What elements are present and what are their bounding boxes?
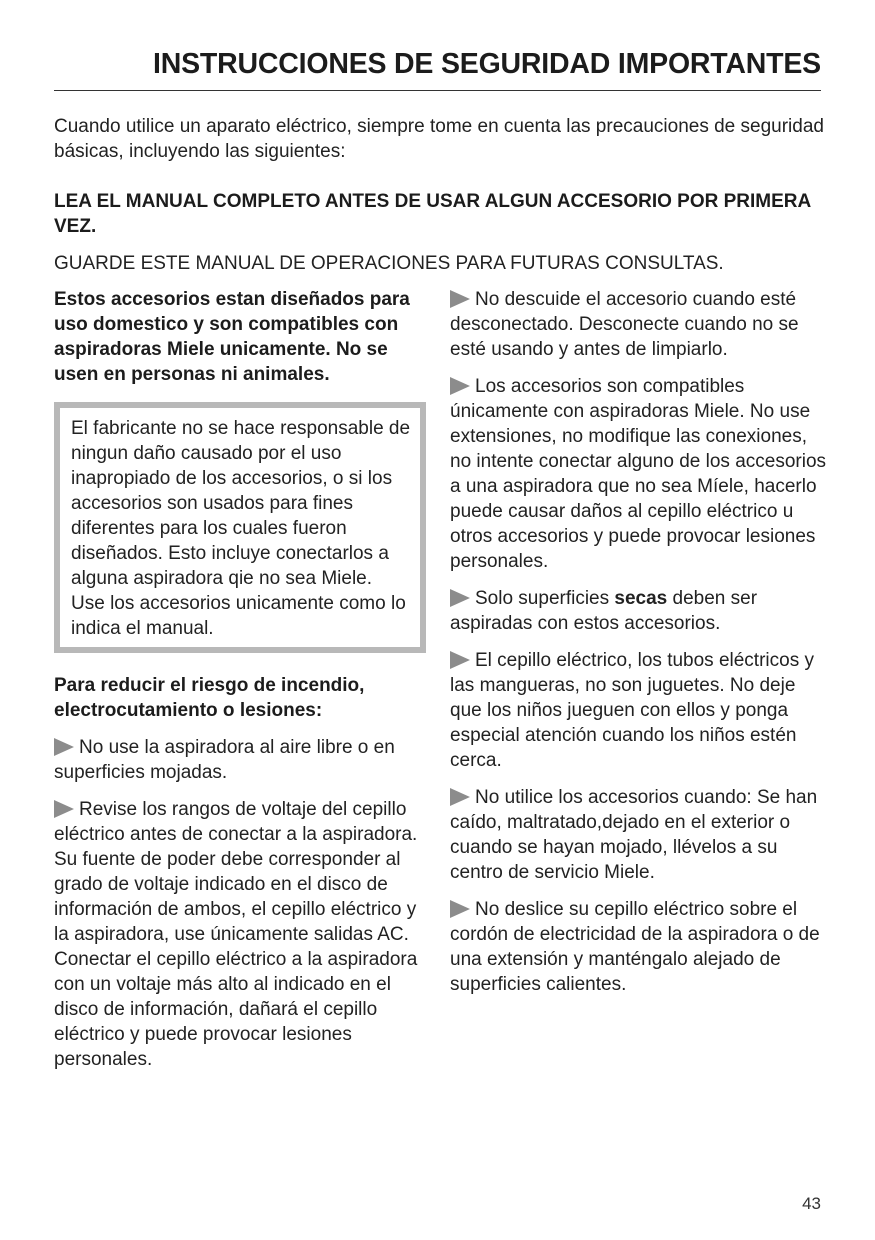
arrow-bullet-icon: [450, 377, 470, 395]
safety-bullet-text: El cepillo eléctrico, los tubos eléctricos y las mangueras, no son juguetes. No deje que los niños jueguen con ellos y ponga especial atención cuando los niños estén cerca.: [450, 650, 814, 771]
arrow-bullet-icon: [450, 589, 470, 607]
safety-bullet: [450, 586, 832, 636]
safety-bullet-text: No utilice los accesorios cuando: Se han caído, maltratado,dejado en el exterior o cuando se hayan mojado, llévelos a su centro de servicio Miele.: [450, 787, 818, 883]
dry-surfaces-emphasis: secas: [614, 588, 668, 609]
arrow-bullet-icon: [450, 651, 470, 669]
page-title: INSTRUCCIONES DE SEGURIDAD IMPORTANTES: [153, 48, 821, 80]
page-number: 43: [802, 1194, 821, 1213]
arrow-bullet-icon: [450, 290, 470, 308]
risk-subheading: Para reducir el riesgo de incendio, electrocutamiento o lesiones:: [54, 675, 365, 721]
manufacturer-notice-box: El fabricante no se hace responsable de ningun daño causado por el uso inapropiado de los accesorios, o si los accesorios son usados para fines diferentes para los cuales fueron diseñados. Esto incluye conectarlos a alguna aspiradora qie no sea Miele. Use los accesorios unicamente como lo indica el manual.: [54, 402, 426, 653]
safety-bullet: [54, 735, 426, 785]
left-column: [54, 287, 426, 1072]
usage-statement: Estos accesorios estan diseñados para uso domestico y son compatibles con aspiradoras Miele unicamente. No se usen en personas ni animales.: [54, 289, 410, 385]
safety-bullet: [450, 374, 832, 574]
safety-bullet-text: Los accesorios son compatibles únicamente con aspiradoras Miele. No use extensiones, no modifique las conexiones, no intente conectar alguno de los accesorios a una aspiradora que no sea Míele, hacerlo puede causar daños al cepillo eléctrico u otros accesorios y puede provocar lesiones personales.: [450, 376, 827, 572]
safety-bullet-text: No use la aspiradora al aire libre o en superficies mojadas.: [54, 737, 395, 783]
arrow-bullet-icon: [54, 800, 74, 818]
intro-paragraph: Cuando utilice un aparato eléctrico, siempre tome en cuenta las precauciones de seguridad básicas, incluyendo las siguientes:: [54, 116, 824, 162]
safety-bullet-text: No descuide el accesorio cuando esté desconectado. Desconecte cuando no se esté usando y antes de limpiarlo.: [450, 289, 799, 360]
arrow-bullet-icon: [54, 738, 74, 756]
safety-bullet: [450, 287, 832, 362]
safety-bullet: [450, 648, 832, 773]
read-manual-warning: LEA EL MANUAL COMPLETO ANTES DE USAR ALGUN ACCESORIO POR PRIMERA VEZ.: [54, 191, 811, 237]
arrow-bullet-icon: [450, 788, 470, 806]
safety-bullet: [54, 797, 426, 1072]
title-divider: [54, 90, 821, 91]
right-column: [450, 287, 832, 997]
safety-bullet-text: No deslice su cepillo eléctrico sobre el cordón de electricidad de la aspiradora o de una extensión y manténgalo alejado de superficies calientes.: [450, 899, 820, 995]
keep-manual-notice: GUARDE ESTE MANUAL DE OPERACIONES PARA FUTURAS CONSULTAS.: [54, 253, 724, 274]
safety-bullet-text: Revise los rangos de voltaje del cepillo eléctrico antes de conectar a la aspiradora. Su fuente de poder debe corresponder al grado de voltaje indicado en el disco de información de ambos, el cepillo eléctrico y la aspiradora, use únicamente salidas AC. Conectar el cepillo eléctrico a la aspiradora con un voltaje más alto al indicado en el disco de información, dañará el cepillo eléctrico y puede provocar lesiones personales.: [54, 799, 418, 1070]
arrow-bullet-icon: [450, 900, 470, 918]
safety-bullet-text-start: Solo superficies: [475, 588, 615, 609]
safety-bullet: [450, 897, 832, 997]
safety-bullet-text-end: deben ser aspiradas con estos accesorios.: [450, 588, 758, 634]
safety-bullet: [450, 785, 832, 885]
